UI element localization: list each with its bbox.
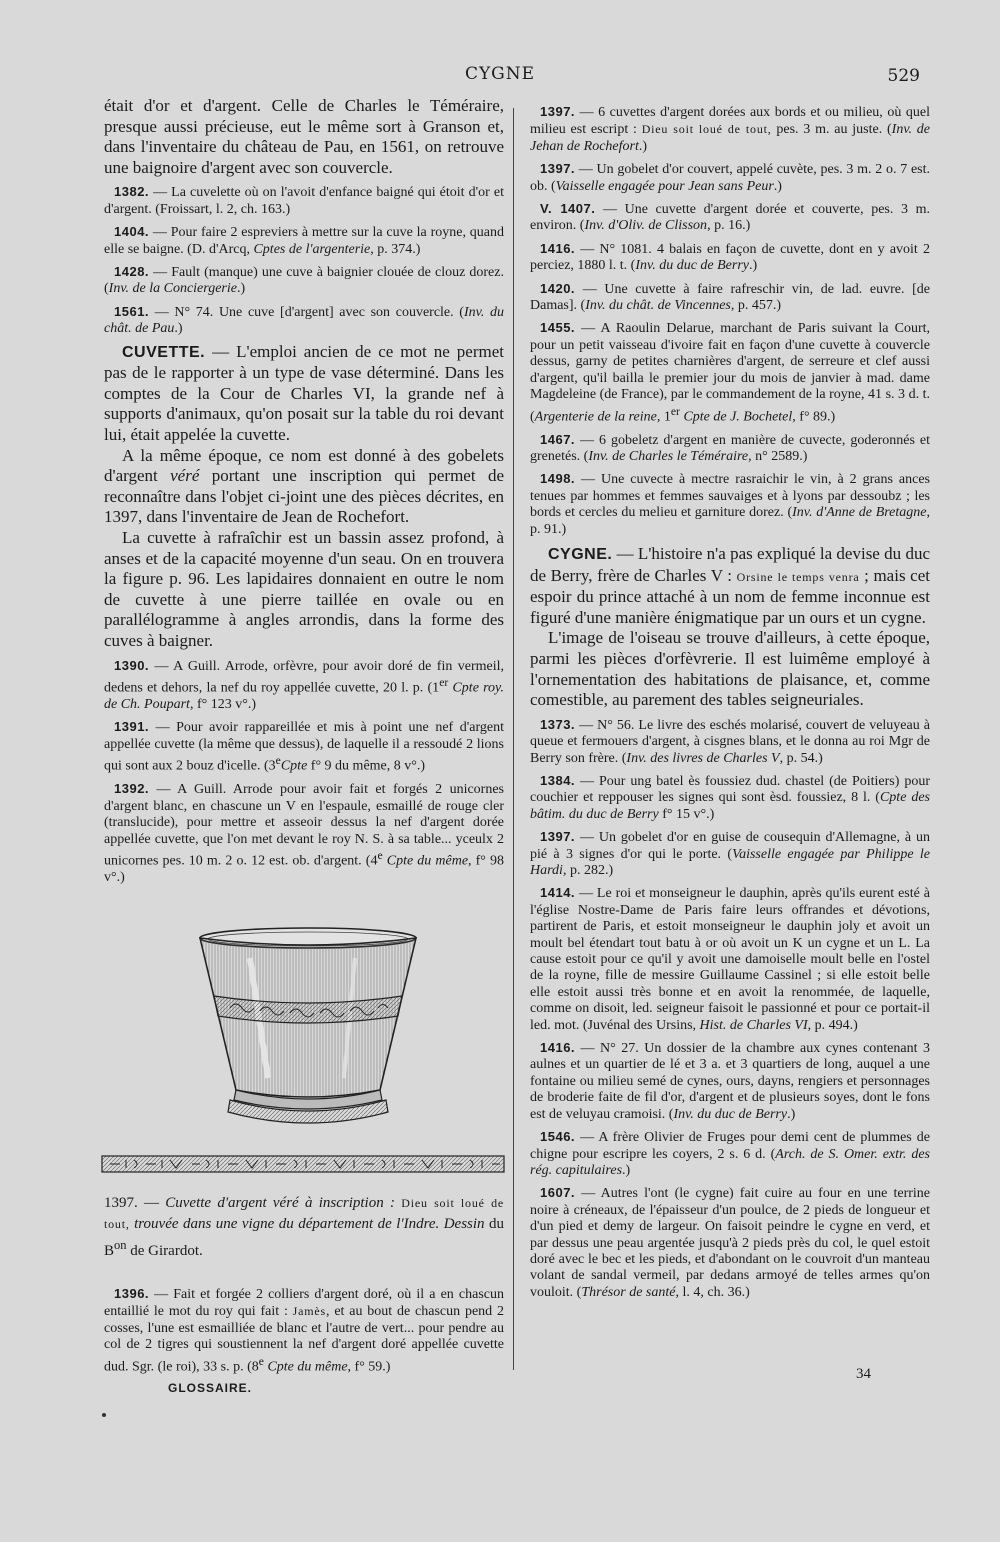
entry-end: f° 9 du même, 8 v°.)	[307, 758, 426, 774]
entry-year: 1390.	[114, 657, 150, 673]
entry-1414	[530, 885, 930, 1034]
cygne-paragraph	[530, 544, 930, 628]
entry-text-2: , et au bout de chascun pend 2 cosses, l'une est esmailliée de blanc et l'autre de vert... pour pendre au col de 2 tigres qui soustiennent la nef d'argent doré appellée cuvette dud. Sgr. (le roi), 33 s. p. (8	[104, 1304, 504, 1375]
entry-source: Hist. de Charles VI	[699, 1017, 808, 1033]
intro-paragraph: était d'or et d'argent. Celle de Charles le Téméraire, presque aussi précieuse, eut le même sort à Granson et, dans l'inventaire du château de Pau, en 1561, on retrouve une baignoire d'argent avec son couvercle.	[104, 96, 504, 177]
cuvette-paragraph-2	[104, 446, 504, 528]
left-column	[104, 96, 504, 886]
entry-1397c	[530, 829, 930, 879]
entry-1416a	[530, 241, 930, 275]
entry-year: 1384.	[540, 772, 576, 788]
entry-source: Inv. du duc de Berry	[635, 258, 749, 274]
entry-source: Vaisselle engagée pour Jean sans Peur	[555, 178, 774, 194]
entry-end: .)	[174, 321, 183, 337]
entry-1397b	[530, 161, 930, 195]
superscript: er	[670, 404, 680, 418]
entry-year: 1498.	[540, 471, 576, 487]
headword-cygne: CYGNE.	[548, 546, 613, 563]
entry-end: , p. 16.)	[707, 218, 751, 234]
entry-source: Inv. du duc de Berry	[673, 1106, 788, 1122]
page-title: CYGNE	[464, 64, 536, 84]
entry-text: — Une cuvette d'argent dorée et couverte, pes. 3 m. environ. (	[530, 202, 930, 234]
entry-text: — A Raoulin Delarue, marchant de Paris suivant la Court, pour un petit vaisseau d'ivoire fait en façon d'une cuvette à couvercle dessus, garny de petites charnières d'argent, de serreure et clef aussi d'argent, qu'il bailla le premier jour du mois de janvier à mad. dame Magdeleine (de France), par le commandement de la royne, 41 s. 3 d. t. (	[530, 321, 930, 425]
entry-text: — Fait et forgée 2 colliers d'argent doré, où il a en chascun entaillié le mot du roy qui fait :	[104, 1287, 504, 1320]
entry-1498	[530, 471, 930, 538]
entry-year: V. 1407.	[540, 201, 596, 217]
entry-source: Argenterie de la reine	[534, 409, 657, 425]
entry-year: 1455.	[540, 320, 576, 336]
entry-year: 1373.	[540, 716, 576, 732]
superscript: er	[439, 675, 449, 689]
entry-source: Vaisselle engagée par Philippe le Hardi	[530, 846, 930, 878]
entry-end: .)	[749, 258, 758, 274]
entry-source: Inv. des livres de Charles V	[626, 750, 780, 766]
entry-1390	[104, 658, 504, 714]
entry-text: — Autres l'ont (le cygne) fait cuire au four en une terrine noire à créneaux, de l'épaisseur d'un poulce, de 2 pieds de longueur et d'un pied et demy de largeur. On faisoit peindre le cygne en verd, et par dessus une peau argentée jusqu'à 2 pieds près du col, le quel estoit doré avec le bec et les pieds, et d'abondant on le couvroit d'un manteau volant de sandal vermeil, par dedans armoyé de telles armes qu'on vouloit. (	[530, 1186, 930, 1300]
entry-text: — Une cuvecte à mectre rasraichir le vin, à 2 grans ances tenues par hommes et femmes sauvaiges et à lyons par dessoubz ; les bords et cercles du melieu et garniture dorez. (	[530, 472, 930, 521]
entry-year: 1397.	[540, 161, 576, 177]
text: A la même époque, ce nom est donné à des gobelets d'argent	[104, 445, 504, 486]
entry-year: 1546.	[540, 1129, 576, 1145]
entry-end: , p. 282.)	[562, 863, 614, 878]
entry-source: Cpte roy. de Ch. Poupart	[104, 680, 504, 712]
entry-year: 1391.	[114, 719, 150, 735]
entry-end: , f° 98 v°.)	[104, 853, 505, 885]
headword-cuvette: CUVETTE.	[122, 343, 206, 361]
entry-1455	[530, 320, 930, 425]
entry-text: — Un gobelet d'or en guise de cousequin d'Allemagne, à un pié à 3 signes d'or qui le porte. (	[530, 830, 930, 862]
entry-1384	[530, 773, 930, 823]
left-column-bottom	[104, 1280, 504, 1376]
entry-end: , f° 89.)	[792, 409, 836, 425]
entry-year: 1404.	[114, 224, 150, 240]
entry-year: 1397.	[540, 829, 576, 845]
entry-year: 1382.	[114, 184, 150, 200]
entry-text: — Pour ung batel ès foussiez dud. chastel (de Poitiers) pour couchier et reppouser les signes qui sont èsd. foussiez, 8 l. (	[530, 773, 930, 806]
entry-end: , p. 54.)	[779, 750, 823, 766]
entry-year: 1414.	[540, 885, 576, 901]
cuvette-paragraph-3: La cuvette à rafraîchir est un bassin assez profond, à anses et de la capacité moyenne d'un seau. On en trouvera la figure p. 96. Les lapidaires donnaient en outre le nom de cuvette à une pierre taillée en ovale ou en parallélogramme à angles arrondis, dans la forme des cuves à baigner.	[104, 527, 504, 650]
entry-source-2: Cpte de J. Bochetel	[683, 409, 793, 425]
entry-text: — A Guill. Arrode pour avoir fait et forgés 2 unicornes d'argent blanc, en chascune un V en l'espaule, esmaillé de rouge cler (translucide), pour mettre et asseoir dessus la nef d'argent dorée appellée cuvette, que l'on met devant le roy N. S. à sa table... yceulx 2 unicornes pes. 10 m. 2 o. 12 est. ob. d'argent. (4	[104, 782, 504, 869]
text: du B	[104, 1216, 505, 1259]
running-head	[0, 62, 1000, 86]
entry-end: , p. 494.)	[807, 1017, 858, 1033]
entry-text: — N° 27. Un dossier de la chambre aux cynes contenant 3 aulnes et un quartier de lé et 3 a. et 3 quartiers de long, auquel a une fontaine ou milieu semé de cynes, ours, dayns, rengiers et personnages de broderie faite de fil d'or, d'argent et de plusieurs soyes, dont le fons est de veluyau cramoisi. (	[530, 1041, 930, 1122]
entry-1416b	[530, 1040, 930, 1123]
column-divider	[513, 108, 514, 1370]
entry-1407	[530, 201, 930, 235]
entry-text-2: pes. 3 m. au juste. (	[771, 122, 892, 138]
text: , 1	[656, 409, 671, 425]
entry-1428	[104, 264, 504, 298]
small-caps-word: Dieu soit loué de tout,	[641, 122, 772, 137]
cuvette-engraving	[100, 918, 505, 1188]
entry-source: Inv. du chât. de Vincennes	[585, 298, 731, 314]
entry-text: — Pour avoir rappareillée et mis à point une nef d'argent appellée cuvette (la même que dessus), de laquelle il a ressoudé 2 lions qui sont aux 2 bouz d'icelle. (3	[104, 720, 504, 774]
entry-end: , f° 59.)	[347, 1359, 391, 1375]
entry-year: 1607.	[540, 1185, 576, 1201]
right-column	[530, 104, 930, 1301]
entry-source: Cptes de l'argenterie	[253, 241, 371, 257]
entry-year: 1397.	[540, 104, 576, 119]
cuvette-text: — L'emploi ancien de ce mot ne permet pas de le rapporter à un type de vase déterminé. Dans les comptes de la Cour de Charles VI, la grande nef à supports d'animaux, qu'on posait sur la table du roi devant lui, était appelée la cuvette.	[104, 341, 504, 444]
entry-1546	[530, 1129, 930, 1179]
entry-text: — A Guill. Arrode, orfèvre, pour avoir doré de fin vermeil, dedens et dehors, la nef du roy appellée cuvette, 20 l. p. (1	[104, 658, 504, 696]
caption-title: Cuvette d'argent véré à inscription :	[165, 1195, 395, 1211]
entry-text: — Pour faire 2 espreviers à mettre sur la cuve la royne, quand elle se baigne. (D. d'Arcq,	[104, 225, 504, 257]
entry-source: Cpte du même	[267, 1359, 348, 1375]
entry-text: — Une cuvette à faire rafreschir vin, de lad. euvre. [de Damas]. (	[530, 281, 930, 314]
entry-end: f° 15 v°.)	[658, 806, 715, 822]
entry-end: .)	[787, 1106, 796, 1122]
superscript: e	[258, 1354, 264, 1368]
entry-year: 1561.	[114, 303, 150, 319]
entry-1420	[530, 281, 930, 315]
entry-end: , n° 2589.)	[748, 448, 808, 464]
entry-end: , p. 91.)	[530, 505, 931, 537]
cygne-paragraph-2: L'image de l'oiseau se trouve d'ailleurs, à cette époque, parmi les pièces d'orfèvrerie. Il est luimême employé à l'ornementation des habitations de plaisance, et, comme comestible, au parement des tables seigneuriales.	[530, 628, 930, 710]
text: portant une inscription qui permet de reconnaître dans l'objet ci-joint une des pièces décrites, en 1397, dans l'inventaire de Jean de Rochefort.	[104, 466, 504, 527]
entry-text: — La cuvelette où on l'avoit d'enfance baigné qui étoit d'or et d'argent. (Froissart, l. 2, ch. 163.)	[104, 185, 504, 217]
entry-end: , p. 457.)	[730, 298, 782, 314]
entry-end: .)	[638, 138, 648, 154]
entry-text: — Le roi et monseigneur le dauphin, après qu'ils eurent esté à l'église Nostre-Dame de Paris faire leurs offrandes et dévotions, partirent de Paris, et estoit monseigneur le dauphin joly et avoit un moult bel étendart tout batu à or où avoit un K un cygne et un L. La cause estoit pour ce qu'il y avoit une damoiselle moult belle en l'ostel de la royne, fille de messire Guillaume Cassinel ; si elle estoit belle elle estoit aussi très bonne et en avoit la renommée, de laquelle, comme on disoit, led. seigneur faisoit le passionné et pour ce portait-il led. mot. (Juvénal des Ursins,	[530, 886, 930, 1033]
text: de Girardot.	[126, 1243, 203, 1259]
entry-1397a	[530, 104, 930, 155]
entry-1607	[530, 1185, 930, 1301]
entry-source: Thrésor de santé	[581, 1284, 676, 1300]
entry-end: , f° 123 v°.)	[189, 697, 256, 712]
entry-source: Cpte des bâtim. du duc de Berry	[530, 790, 930, 822]
entry-text: — Un gobelet d'or couvert, appelé cuvète, pes. 3 m. 2 o. 7 est. ob. (	[530, 162, 930, 194]
text: — L'histoire n'a pas expliqué la devise du duc de Berry, frère de Charles V :	[530, 544, 930, 585]
entry-1392	[104, 781, 504, 886]
entry-1396	[104, 1286, 504, 1376]
figure-caption	[104, 1193, 504, 1262]
entry-end: .)	[236, 281, 246, 297]
text: —	[137, 1195, 166, 1211]
entry-year: 1416.	[540, 240, 576, 256]
entry-source: Inv. du chât. de Pau	[104, 304, 504, 337]
caption-inscription: Dieu soit loué de tout,	[104, 1196, 505, 1231]
entry-year: 1396.	[114, 1286, 150, 1301]
entry-1467	[530, 432, 930, 466]
signature-mark: GLOSSAIRE.	[168, 1381, 253, 1395]
cuvette-paragraph	[104, 342, 504, 446]
page-number: 529	[887, 66, 920, 86]
entry-text: — A frère Olivier de Fruges pour demi cent de plummes de chigne pour escripre les coyers, 2 s. 6 d. (	[530, 1130, 930, 1162]
word-vere: véré	[170, 466, 200, 486]
entry-year: 1467.	[540, 431, 576, 447]
entry-text: — 6 gobeletz d'argent en manière de cuvecte, goderonnés et grenetés. (	[530, 432, 930, 464]
entry-1404	[104, 224, 504, 258]
superscript: e	[377, 848, 383, 862]
entry-year: 1392.	[114, 781, 150, 797]
entry-source: Cpte	[280, 758, 308, 774]
entry-1391	[104, 719, 504, 775]
small-caps-word: Jamès	[292, 1304, 326, 1319]
entry-end: , p. 374.)	[370, 241, 421, 257]
entry-year: 1416.	[540, 1040, 576, 1056]
entry-text: — 6 cuvettes d'argent dorées aux bords et ou milieu, où quel milieu est escript :	[530, 105, 930, 138]
entry-source: Inv. de Charles le Téméraire	[588, 448, 749, 464]
entry-text: — N° 56. Le livre des eschés molarisé, couvert de veluyeau à queue et fermouers d'argent, à cisgnes blans, et le donna au roi Mgr de Berry son frère. (	[530, 717, 930, 766]
entry-source: Arch. de S. Omer. extr. des rég. capitulaires	[530, 1146, 931, 1178]
entry-year: 1428.	[114, 264, 150, 279]
sheet-number: 34	[856, 1366, 871, 1382]
superscript: e	[275, 754, 281, 768]
entry-text: — N° 74. Une cuve [d'argent] avec son couvercle. (	[149, 304, 464, 320]
entry-source: Inv. d'Anne de Bretagne	[792, 505, 927, 521]
ink-dot	[102, 1413, 106, 1417]
entry-text: — Fault (manque) une cuve à baignier clouée de clouz dorez. (	[104, 265, 504, 297]
caption-year: 1397.	[104, 1195, 138, 1211]
entry-source: Inv. de la Conciergerie	[108, 281, 237, 297]
entry-year: 1420.	[540, 280, 576, 296]
entry-1561	[104, 304, 504, 338]
entry-end: , l. 4, ch. 36.)	[675, 1284, 750, 1300]
caption-italic: trouvée dans une vigne du département de l'Indre. Dessin	[129, 1216, 485, 1232]
entry-end: .)	[622, 1162, 631, 1178]
text: ; mais cet espoir du prince attaché à un nom de femme inconnue est figuré d'une manière énigmatique par un ours et un cygne.	[530, 565, 930, 627]
entry-1373	[530, 717, 930, 767]
motto: Orsine le temps venra	[736, 569, 860, 584]
entry-source: Inv. d'Oliv. de Clisson	[584, 218, 708, 234]
entry-end: .)	[773, 178, 782, 194]
entry-source: Inv. de Jehan de Rochefort	[530, 122, 931, 154]
entry-1382	[104, 184, 504, 218]
entry-text: — N° 1081. 4 balais en façon de cuvette, dont en y avoit 2 perciez, 1880 l. t. (	[530, 241, 930, 274]
entry-source: Cpte du même	[386, 853, 469, 869]
goblet-illustration	[100, 918, 505, 1188]
superscript: on	[114, 1238, 127, 1252]
